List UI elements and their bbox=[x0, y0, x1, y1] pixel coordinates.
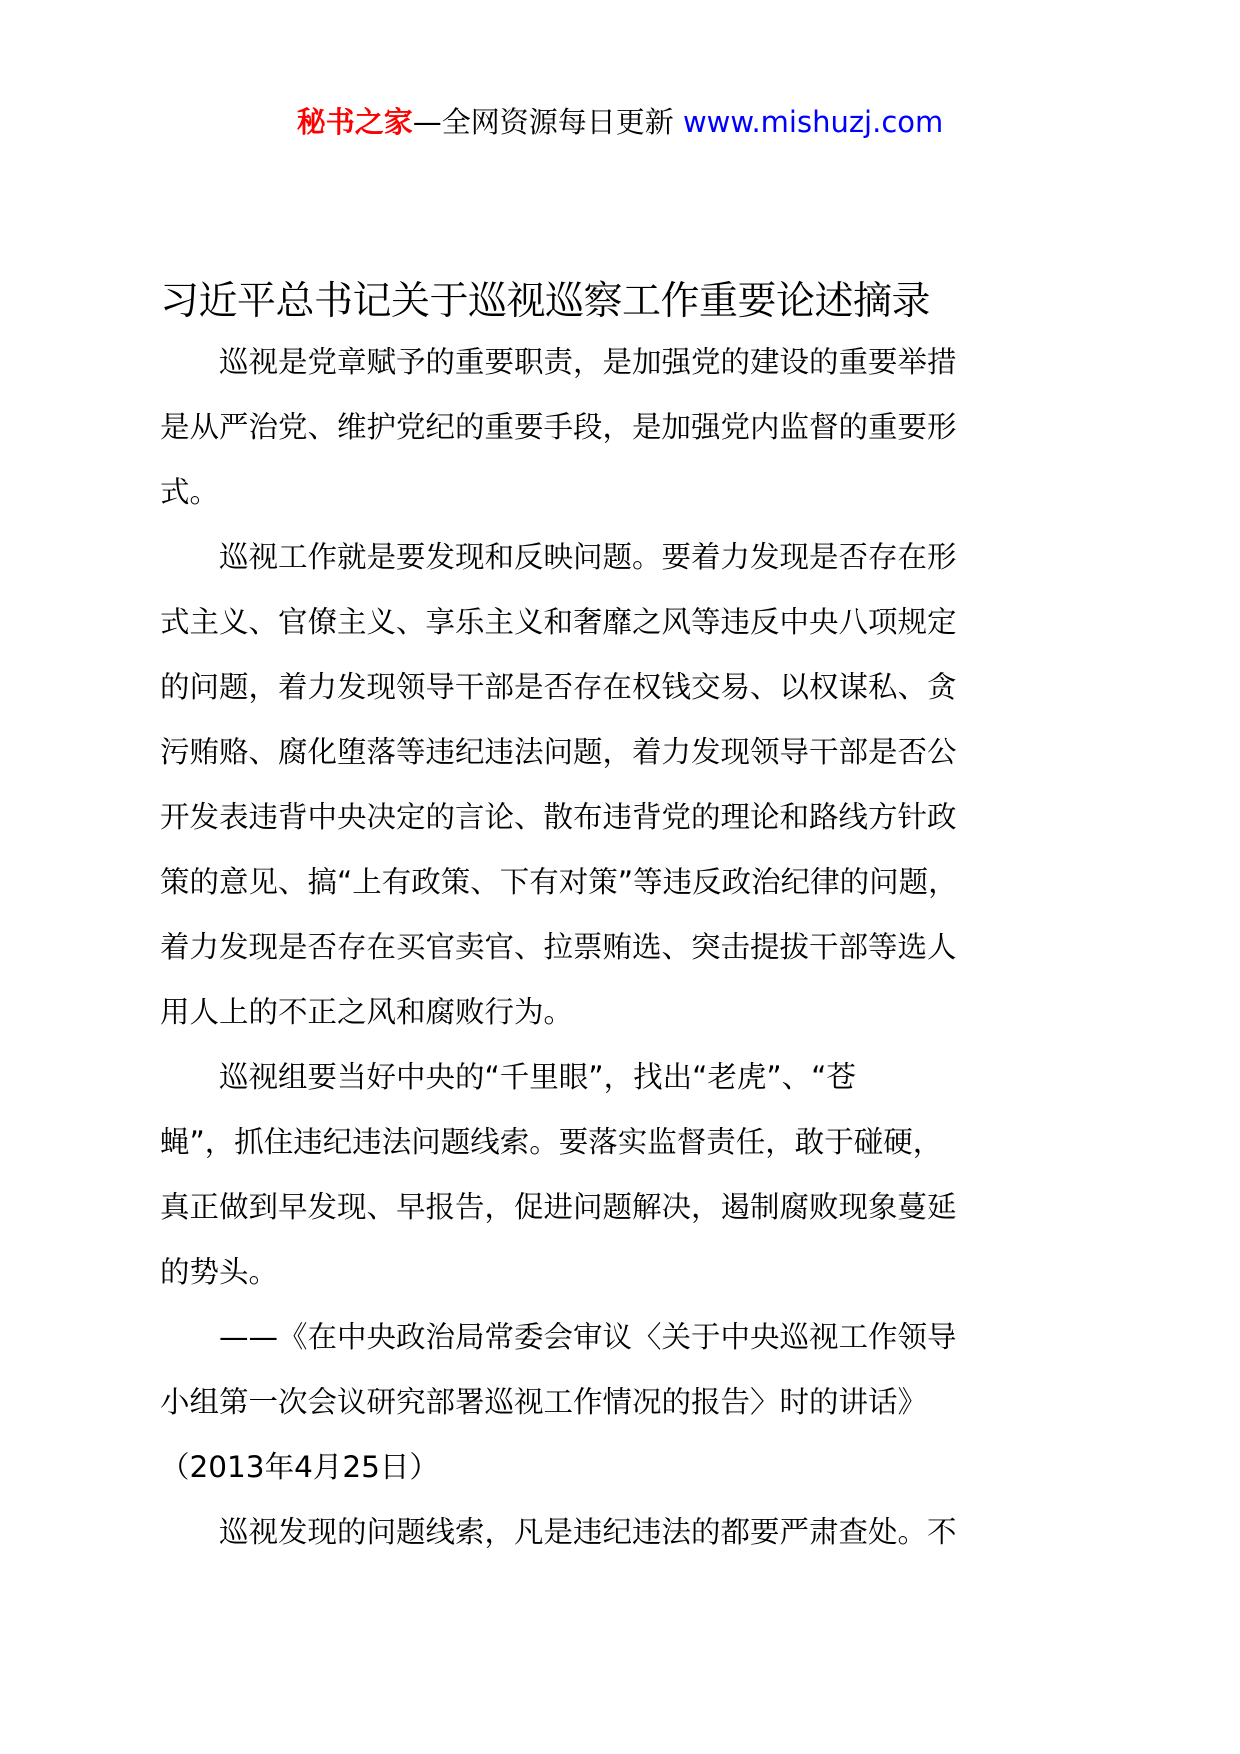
document-body bbox=[160, 274, 1080, 1565]
site-brand: 秘书之家 bbox=[296, 105, 413, 139]
paragraph-5: 巡视发现的问题线索，凡是违纪违法的都要严肃查处。不 bbox=[219, 1515, 957, 1549]
site-header bbox=[0, 102, 1240, 142]
source-citation: ——《在中央政治局常委会审议〈关于中央巡视工作领导 小组第一次会议研究部署巡视工作情况的报告〉时的讲话》 （2013年4月25日） bbox=[160, 1320, 957, 1484]
site-slogan: —全网资源每日更新 bbox=[412, 105, 683, 139]
paragraph-1: 巡视是党章赋予的重要职责，是加强党的建设的重要举措 是从严治党、维护党纪的重要手段，是加强党内监督的重要形 式。 bbox=[160, 345, 957, 509]
document-title: 习近平总书记关于巡视巡察工作重要论述摘录 bbox=[160, 279, 931, 324]
paragraph-3: 巡视组要当好中央的“千里眼”，找出“老虎”、“苍 蝇”，抓住违纪违法问题线索。要落实监督责任，敢于碰硬， 真正做到早发现、早报告，促进问题解决，遏制腐败现象蔓延 的势头。 bbox=[160, 1060, 957, 1289]
site-url-link[interactable]: www.mishuzj.com bbox=[682, 105, 944, 139]
paragraph-2: 巡视工作就是要发现和反映问题。要着力发现是否存在形 式主义、官僚主义、享乐主义和奢靡之风等违反中央八项规定 的问题，着力发现领导干部是否存在权钱交易、以权谋私、贪 污贿赂、腐化堕落等违纪违法问题，着力发现领导干部是否公 开发表违背中央决定的言论、散布违背党的理论和路线方针政 策的意见、搞“上有政策、下有对策”等违反政治纪律的问题， 着力发现是否存在买官卖官、拉票贿选、突击提拔干部等选人 用人上的不正之风和腐败行为。 bbox=[160, 540, 958, 1029]
